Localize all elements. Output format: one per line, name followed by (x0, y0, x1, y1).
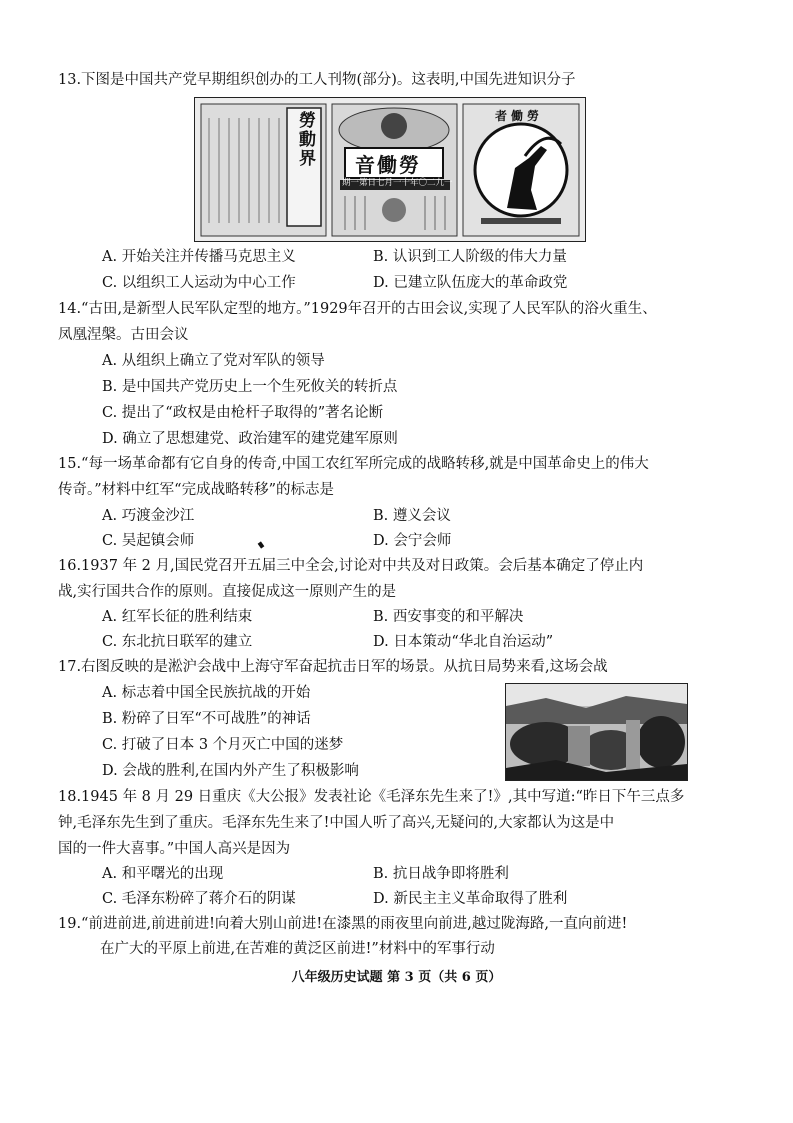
q16-option-c[interactable]: C. 东北抗日联军的建立 (102, 634, 253, 650)
q18-option-a[interactable]: A. 和平曙光的出现 (102, 866, 224, 882)
q18-option-c[interactable]: C. 毛泽东粉碎了蒋介石的阴谋 (102, 891, 296, 907)
question-19-stem: 19.“前进前进,前进前进!向着大别山前进!在漆黑的雨夜里向前进,越过陇海路,一直向前进! (58, 916, 628, 932)
q15-option-c[interactable]: C. 吴起镇会师 (102, 533, 195, 549)
publication-3-title: 者働勞 (495, 109, 544, 123)
q13-option-d[interactable]: D. 已建立队伍庞大的革命政党 (373, 275, 568, 291)
q16-option-d[interactable]: D. 日本策动“华北自治运动” (373, 634, 554, 650)
question-16-stem: 16.1937 年 2 月,国民党召开五届三中全会,讨论对中共及对日政策。会后基本确定了停止内 (58, 558, 644, 574)
question-16-stem-cont: 战,实行国共合作的原则。直接促成这一原则产生的是 (58, 584, 397, 600)
q16-option-b[interactable]: B. 西安事变的和平解决 (373, 609, 524, 625)
q14-option-d[interactable]: D. 确立了思想建党、政治建军的建党建军原则 (102, 431, 398, 447)
stray-mark (258, 541, 265, 548)
question-18-stem-cont-2: 国的一件大喜事。”中国人高兴是因为 (58, 841, 291, 857)
question-13-stem: 13.下图是中国共产党早期组织创办的工人刊物(部分)。这表明,中国先进知识分子 (58, 72, 576, 88)
q13-option-a[interactable]: A. 开始关注并传播马克思主义 (102, 249, 296, 265)
q15-option-b[interactable]: B. 遵义会议 (373, 508, 451, 524)
q18-option-b[interactable]: B. 抗日战争即将胜利 (373, 866, 509, 882)
question-15-stem-cont: 传奇。”材料中红军“完成战略转移”的标志是 (58, 482, 334, 498)
q17-option-d[interactable]: D. 会战的胜利,在国内外产生了积极影响 (102, 763, 359, 779)
q14-option-a[interactable]: A. 从组织上确立了党对军队的领导 (102, 353, 325, 369)
battle-photo-illustration (506, 684, 687, 780)
q13-option-c[interactable]: C. 以组织工人运动为中心工作 (102, 275, 296, 291)
q18-option-d[interactable]: D. 新民主主义革命取得了胜利 (373, 891, 568, 907)
page-footer: 八年级历史试题 第 3 页（共 6 页） (291, 970, 502, 985)
question-18-stem-cont-1: 钟,毛泽东先生到了重庆。毛泽东先生来了!中国人听了高兴,无疑问的,大家都认为这是中 (58, 815, 615, 831)
q14-option-c[interactable]: C. 提出了“政权是由枪杆子取得的”著名论断 (102, 405, 384, 421)
q16-option-a[interactable]: A. 红军长征的胜利结束 (102, 609, 253, 625)
question-17-stem: 17.右图反映的是淞沪会战中上海守军奋起抗击日军的场景。从抗日局势来看,这场会战 (58, 659, 608, 675)
workers-publications-image (194, 97, 586, 242)
q17-option-b[interactable]: B. 粉碎了日军“不可战胜”的神话 (102, 711, 311, 727)
q17-option-a[interactable]: A. 标志着中国全民族抗战的开始 (102, 685, 311, 701)
publication-1-title: 勞動界 (299, 111, 316, 169)
q15-option-a[interactable]: A. 巧渡金沙江 (102, 508, 195, 524)
q15-option-d[interactable]: D. 会宁会师 (373, 533, 452, 549)
question-14-stem: 14.“古田,是新型人民军队定型的地方。”1929年召开的古田会议,实现了人民军队的浴火重生、 (58, 301, 657, 317)
q14-option-b[interactable]: B. 是中国共产党历史上一个生死攸关的转折点 (102, 379, 398, 395)
q17-option-c[interactable]: C. 打破了日本 3 个月灭亡中国的迷梦 (102, 737, 344, 753)
battle-photo (505, 683, 688, 781)
question-18-stem: 18.1945 年 8 月 29 日重庆《大公报》发表社论《毛泽东先生来了!》,其中写道:“昨日下午三点多 (58, 789, 685, 805)
question-14-stem-cont: 凤凰涅槃。古田会议 (58, 327, 189, 343)
q13-option-b[interactable]: B. 认识到工人阶级的伟大力量 (373, 249, 567, 265)
question-19-stem-cont: 在广大的平原上前进,在苦难的黄泛区前进!”材料中的军事行动 (100, 941, 495, 957)
publication-2-title: 音働勞 (355, 153, 421, 177)
publication-2-date: 期一第日七月一十年〇二九一 (342, 178, 453, 188)
question-15-stem: 15.“每一场革命都有它自身的传奇,中国工农红军所完成的战略转移,就是中国革命史上的伟大 (58, 456, 649, 472)
